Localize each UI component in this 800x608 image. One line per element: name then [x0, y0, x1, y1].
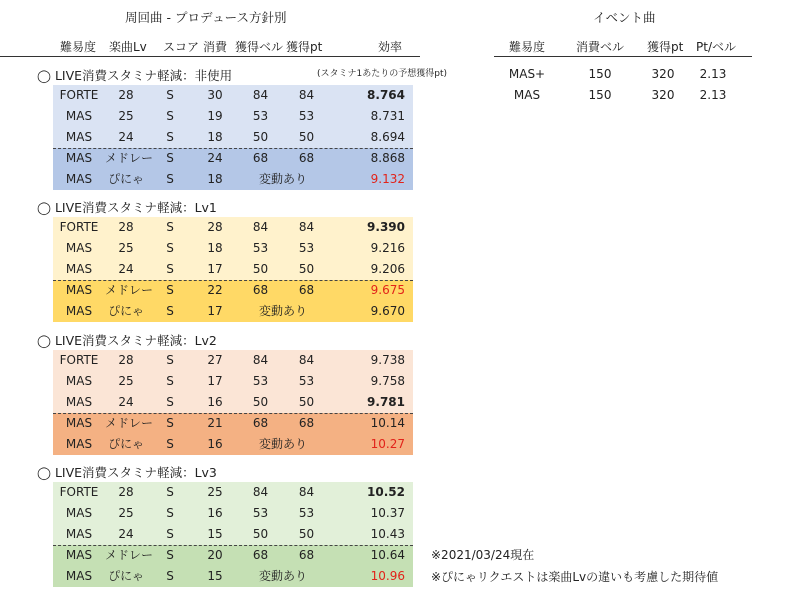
cell-lv: 24: [118, 262, 134, 276]
cell-eff: 10.96: [370, 569, 405, 583]
cell-lv: 25: [118, 374, 134, 388]
cell-cost: 25: [207, 485, 223, 499]
cell-cost: 21: [207, 416, 223, 430]
cell-diff: MAS: [65, 548, 93, 562]
table-row: [53, 238, 413, 259]
table-row: [53, 106, 413, 127]
cell-pt: 84: [298, 353, 315, 367]
sub-note: (スタミナ1あたりの予想獲得pt): [317, 69, 447, 79]
cell-cost: 16: [207, 395, 223, 409]
table-row: [53, 524, 413, 545]
cell-bell: 53: [252, 506, 269, 520]
cell-eff: 9.738: [370, 353, 405, 367]
cell-eff: 8.731: [370, 109, 405, 123]
event-cell-ratio: 2.13: [699, 88, 727, 102]
cell-pt: 50: [298, 527, 315, 541]
cell-bell-pt-variable: 変動あり: [258, 569, 307, 583]
cell-lv: 24: [118, 527, 134, 541]
event-header-pt: 獲得pt: [647, 40, 684, 54]
cell-lv: 25: [118, 241, 134, 255]
note-date: ※2021/03/24現在: [431, 548, 535, 562]
cell-diff: MAS: [65, 437, 93, 451]
event-cell-ratio: 2.13: [699, 67, 727, 81]
cell-eff: 9.132: [370, 172, 405, 186]
cell-cost: 16: [207, 506, 223, 520]
table-row: [53, 434, 413, 455]
cell-eff: 8.694: [370, 130, 405, 144]
cell-score: S: [166, 109, 174, 123]
header-bell: 獲得ベル: [235, 40, 284, 54]
cell-pt: 53: [298, 374, 315, 388]
right-title: イベント曲: [593, 10, 656, 25]
cell-bell: 84: [252, 88, 269, 102]
cell-diff: MAS: [65, 416, 93, 430]
cell-eff: 9.670: [370, 304, 405, 318]
cell-cost: 24: [207, 151, 223, 165]
cell-eff: 9.216: [370, 241, 405, 255]
cell-cost: 30: [207, 88, 223, 102]
cell-lv: メドレー: [105, 151, 154, 165]
cell-lv: メドレー: [105, 283, 154, 297]
cell-lv: 28: [118, 220, 134, 234]
cell-cost: 15: [207, 527, 223, 541]
event-cell-pt: 320: [651, 88, 675, 102]
cell-score: S: [166, 130, 174, 144]
cell-diff: MAS: [65, 527, 93, 541]
cell-score: S: [166, 283, 174, 297]
cell-lv: ぴにゃ: [108, 304, 144, 318]
event-cell-diff: MAS: [513, 88, 541, 102]
cell-score: S: [166, 374, 174, 388]
header-score: スコア: [163, 40, 200, 54]
cell-lv: 25: [118, 506, 134, 520]
cell-cost: 15: [207, 569, 223, 583]
left-title: 周回曲 - プロデュース方針別: [125, 10, 287, 25]
table-row: [53, 148, 413, 169]
cell-cost: 17: [207, 304, 223, 318]
cell-bell-pt-variable: 変動あり: [258, 437, 307, 451]
cell-diff: MAS: [65, 374, 93, 388]
cell-pt: 50: [298, 262, 315, 276]
cell-lv: 24: [118, 395, 134, 409]
cell-score: S: [166, 304, 174, 318]
cell-cost: 20: [207, 548, 223, 562]
cell-lv: ぴにゃ: [108, 437, 144, 451]
header-difficulty: 難易度: [60, 40, 97, 54]
cell-score: S: [166, 416, 174, 430]
table-row: [53, 217, 413, 238]
event-cell-diff: MAS+: [508, 67, 546, 81]
cell-cost: 17: [207, 374, 223, 388]
cell-score: S: [166, 220, 174, 234]
cell-eff: 9.206: [370, 262, 405, 276]
dashed-separator: [53, 148, 413, 149]
cell-score: S: [166, 353, 174, 367]
cell-score: S: [166, 172, 174, 186]
cell-diff: MAS: [65, 109, 93, 123]
table-row: [53, 566, 413, 587]
dashed-separator: [53, 545, 413, 546]
cell-lv: ぴにゃ: [108, 172, 144, 186]
cell-bell: 68: [252, 151, 269, 165]
cell-pt: 53: [298, 241, 315, 255]
cell-pt: 68: [298, 548, 315, 562]
cell-bell: 68: [252, 416, 269, 430]
cell-pt: 50: [298, 395, 315, 409]
header-music-lv: 楽曲Lv: [109, 40, 147, 54]
table-row: [53, 259, 413, 280]
cell-bell: 84: [252, 485, 269, 499]
cell-diff: MAS: [65, 262, 93, 276]
header-cost: 消費: [203, 40, 228, 54]
cell-bell: 84: [252, 353, 269, 367]
cell-pt: 84: [298, 485, 315, 499]
cell-lv: メドレー: [105, 416, 154, 430]
cell-eff: 10.52: [367, 485, 405, 499]
cell-pt: 68: [298, 283, 315, 297]
header-pt: 獲得pt: [286, 40, 323, 54]
cell-bell: 50: [252, 262, 269, 276]
cell-eff: 9.675: [370, 283, 405, 297]
cell-lv: 28: [118, 88, 134, 102]
cell-bell-pt-variable: 変動あり: [258, 304, 307, 318]
event-cell-cost: 150: [588, 67, 612, 81]
cell-cost: 28: [207, 220, 223, 234]
cell-lv: 25: [118, 109, 134, 123]
cell-cost: 18: [207, 130, 223, 144]
cell-bell-pt-variable: 変動あり: [258, 172, 307, 186]
cell-pt: 53: [298, 109, 315, 123]
cell-eff: 10.43: [370, 527, 405, 541]
cell-eff: 10.64: [370, 548, 405, 562]
cell-cost: 18: [207, 241, 223, 255]
cell-bell: 50: [252, 527, 269, 541]
cell-pt: 53: [298, 506, 315, 520]
table-row: [53, 371, 413, 392]
table-row: [53, 280, 413, 301]
cell-cost: 19: [207, 109, 223, 123]
table-row: [53, 301, 413, 322]
note-pinya: ※ぴにゃリクエストは楽曲Lvの違いも考慮した期待値: [431, 570, 719, 584]
cell-lv: ぴにゃ: [108, 569, 144, 583]
cell-pt: 84: [298, 88, 315, 102]
event-cell-pt: 320: [651, 67, 675, 81]
cell-eff: 9.390: [367, 220, 405, 234]
cell-lv: 28: [118, 485, 134, 499]
cell-eff: 10.27: [370, 437, 405, 451]
cell-score: S: [166, 262, 174, 276]
cell-score: S: [166, 395, 174, 409]
table-row: [53, 503, 413, 524]
cell-bell: 84: [252, 220, 269, 234]
cell-bell: 50: [252, 130, 269, 144]
event-header-cost: 消費ベル: [576, 40, 625, 54]
event-cell-cost: 150: [588, 88, 612, 102]
cell-eff: 10.37: [370, 506, 405, 520]
cell-bell: 68: [252, 283, 269, 297]
cell-eff: 8.868: [370, 151, 405, 165]
cell-lv: 24: [118, 130, 134, 144]
table-row: [53, 169, 413, 190]
cell-pt: 84: [298, 220, 315, 234]
cell-score: S: [166, 485, 174, 499]
section-title: ◯ LIVE消費スタミナ軽減：Lv3: [37, 465, 217, 480]
cell-bell: 53: [252, 241, 269, 255]
section-title: ◯ LIVE消費スタミナ軽減：Lv2: [37, 333, 217, 348]
table-row: [53, 350, 413, 371]
event-header-ratio: Pt/ベル: [696, 40, 736, 54]
cell-pt: 50: [298, 130, 315, 144]
cell-score: S: [166, 151, 174, 165]
table-row: [53, 545, 413, 566]
cell-diff: MAS: [65, 151, 93, 165]
cell-eff: 8.764: [367, 88, 405, 102]
cell-diff: MAS: [65, 304, 93, 318]
cell-cost: 16: [207, 437, 223, 451]
cell-diff: MAS: [65, 241, 93, 255]
cell-score: S: [166, 437, 174, 451]
cell-bell: 68: [252, 548, 269, 562]
dashed-separator: [53, 280, 413, 281]
cell-lv: メドレー: [105, 548, 154, 562]
header-eff: 効率: [378, 40, 403, 54]
cell-eff: 9.781: [367, 395, 405, 409]
cell-cost: 22: [207, 283, 223, 297]
cell-diff: MAS: [65, 395, 93, 409]
cell-diff: MAS: [65, 130, 93, 144]
cell-diff: MAS: [65, 172, 93, 186]
cell-diff: FORTE: [59, 220, 99, 234]
cell-cost: 18: [207, 172, 223, 186]
cell-diff: MAS: [65, 506, 93, 520]
cell-diff: MAS: [65, 569, 93, 583]
left-header: [0, 30, 420, 57]
table-row: [53, 482, 413, 503]
cell-score: S: [166, 88, 174, 102]
table-row: [53, 413, 413, 434]
cell-diff: FORTE: [59, 88, 99, 102]
event-header-difficulty: 難易度: [509, 40, 546, 54]
cell-bell: 53: [252, 109, 269, 123]
cell-eff: 9.758: [370, 374, 405, 388]
cell-score: S: [166, 527, 174, 541]
cell-cost: 17: [207, 262, 223, 276]
event-header: [494, 30, 752, 57]
table-row: [53, 127, 413, 148]
dashed-separator: [53, 413, 413, 414]
section-title: ◯ LIVE消費スタミナ軽減：Lv1: [37, 200, 217, 215]
cell-score: S: [166, 241, 174, 255]
cell-eff: 10.14: [370, 416, 405, 430]
cell-diff: FORTE: [59, 485, 99, 499]
cell-pt: 68: [298, 416, 315, 430]
cell-score: S: [166, 548, 174, 562]
table-row: [53, 392, 413, 413]
cell-cost: 27: [207, 353, 223, 367]
cell-diff: FORTE: [59, 353, 99, 367]
cell-lv: 28: [118, 353, 134, 367]
cell-bell: 53: [252, 374, 269, 388]
cell-bell: 50: [252, 395, 269, 409]
cell-score: S: [166, 506, 174, 520]
section-title: ◯ LIVE消費スタミナ軽減：非使用: [37, 68, 233, 83]
cell-score: S: [166, 569, 174, 583]
cell-pt: 68: [298, 151, 315, 165]
table-row: [53, 85, 413, 106]
cell-diff: MAS: [65, 283, 93, 297]
